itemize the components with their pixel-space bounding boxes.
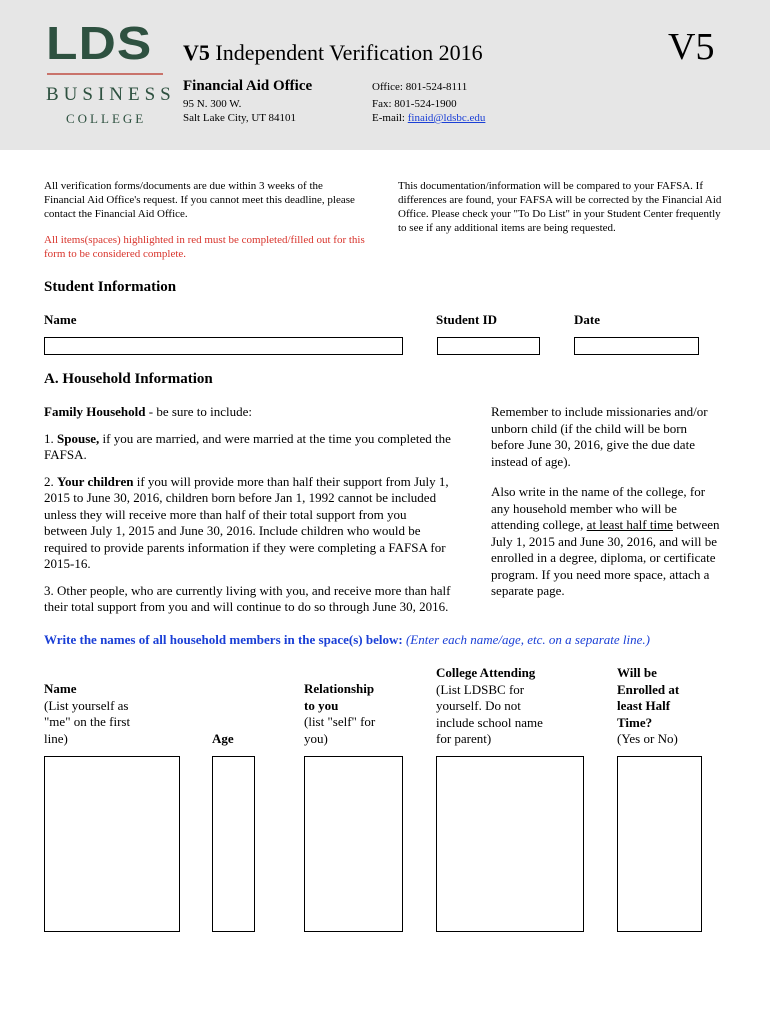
col-title: Will be <box>617 665 657 680</box>
address-line-1: 95 N. 300 W. <box>183 98 242 110</box>
family-household-label: Family Household <box>44 404 146 419</box>
student-info-heading: Student Information <box>44 279 177 295</box>
email-line <box>372 111 485 125</box>
household-half-time-textarea[interactable] <box>617 756 702 932</box>
col-title: Name <box>44 681 77 696</box>
side-note-underlined: at least half time <box>586 517 673 532</box>
item-line: between July 1, 2015 and June 30, 2016. Include children who would be <box>44 523 421 538</box>
intro-right-line: to see if any additional items are being requested. <box>398 222 616 234</box>
intro-right-line: This documentation/information will be compared to your FAFSA. If <box>398 180 703 192</box>
form-title-code: V5 <box>183 40 210 65</box>
col-relationship-header <box>304 681 375 747</box>
intro-red-note <box>44 233 365 261</box>
col-title: Relationship <box>304 681 375 696</box>
household-side-notes <box>491 404 741 600</box>
members-instruction-bold: Write the names of all household members in the space(s) below: <box>44 632 403 647</box>
side-note-line: Remember to include missionaries and/or <box>491 404 708 419</box>
side-note-line: any household member who will be <box>491 500 677 516</box>
student-id-label: Student ID <box>436 312 498 327</box>
intro-left <box>44 179 355 221</box>
item-line: FAFSA. <box>44 447 87 462</box>
family-household-rest: - be sure to include: <box>145 404 252 419</box>
members-instruction-italic: (Enter each name/age, etc. on a separate line.) <box>402 632 650 647</box>
household-heading: A. Household Information <box>44 371 213 387</box>
intro-right-line: Office. Please check your "To Do List" in your Student Center frequently <box>398 208 721 220</box>
col-title: Enrolled at <box>617 681 680 697</box>
intro-left-line: Financial Aid Office's request. If you cannot meet this deadline, please <box>44 194 355 206</box>
item-line <box>44 474 464 491</box>
fax-number: Fax: 801-524-1900 <box>372 98 457 110</box>
side-note-text: attending college, <box>491 517 587 532</box>
col-half-time-header <box>617 665 679 748</box>
item-line: required to provide parents information if they were completing a FAFSA for <box>44 539 446 555</box>
household-name-textarea[interactable] <box>44 756 180 932</box>
col-college-header <box>436 665 543 748</box>
item-line: unless they will receive more than half of their total support from you <box>44 506 407 522</box>
col-name-header <box>44 681 130 747</box>
item-spouse <box>44 431 464 464</box>
item-other-people <box>44 583 464 616</box>
col-age-header: Age <box>212 731 234 746</box>
intro-right-line: differences are found, your FAFSA will be corrected by the Financial Aid <box>398 194 722 206</box>
col-hint: line) <box>44 730 68 746</box>
item-line: 2015 to June 30, 2016, children born before Jan 1, 1992 cannot be included <box>44 490 437 505</box>
item-line: 3. Other people, who are currently living with you, and receive more than half <box>44 582 451 598</box>
logo-business: BUSINESS <box>46 84 176 105</box>
item-number: 1. <box>44 430 57 446</box>
col-title: Time? <box>617 714 653 730</box>
date-field[interactable] <box>574 337 699 355</box>
item-text: if you will provide more than half their support from July 1, <box>133 473 449 489</box>
logo-divider <box>47 73 163 75</box>
version-badge: V5 <box>668 26 715 68</box>
office-phone: Office: 801-524-8111 <box>372 81 468 93</box>
name-label: Name <box>44 312 77 327</box>
email-label: E-mail: <box>372 112 408 124</box>
household-age-textarea[interactable] <box>212 756 255 932</box>
members-instruction <box>44 632 650 649</box>
col-hint: you) <box>304 730 328 746</box>
col-hint: include school name <box>436 714 543 730</box>
side-note-line: unborn child (if the child will be born <box>491 420 688 436</box>
household-relationship-textarea[interactable] <box>304 756 403 932</box>
col-title: to you <box>304 697 339 713</box>
side-note-line: instead of age). <box>491 453 571 469</box>
item-text: if you are married, and were married at the time you completed the <box>99 430 451 446</box>
side-note-line: enrolled in a degree, diploma, or certificate <box>491 550 716 565</box>
side-note-line: separate page. <box>491 583 565 598</box>
office-name: Financial Aid Office <box>183 78 313 94</box>
form-title <box>183 40 483 66</box>
item-bold: Spouse, <box>57 430 100 446</box>
item-children <box>44 474 464 573</box>
col-hint: for parent) <box>436 731 492 746</box>
address-line-2: Salt Lake City, UT 84101 <box>183 112 297 124</box>
col-title: least Half <box>617 698 671 713</box>
family-household-line <box>44 404 464 421</box>
col-hint: (List yourself as <box>44 697 129 713</box>
intro-left-line: contact the Financial Aid Office. <box>44 208 188 220</box>
student-name-field[interactable] <box>44 337 403 355</box>
side-note-text: between <box>672 517 720 532</box>
red-note-line: All items(spaces) highlighted in red must be completed/filled out for this <box>44 234 365 246</box>
date-label: Date <box>574 312 600 327</box>
side-note-line: Also write in the name of the college, for <box>491 484 706 499</box>
item-line: their total support from you and will continue to do so through June 30, 2016. <box>44 599 449 614</box>
form-title-text: Independent Verification 2016 <box>209 40 483 65</box>
item-line <box>44 431 464 448</box>
col-hint: (list "self" for <box>304 714 376 729</box>
col-title: College Attending <box>436 665 536 680</box>
col-hint: (Yes or No) <box>617 731 678 746</box>
item-number: 2. <box>44 473 57 489</box>
item-line: 2015-16. <box>44 556 91 571</box>
household-instructions <box>44 404 464 616</box>
intro-right <box>398 179 721 235</box>
col-hint: yourself. Do not <box>436 698 521 713</box>
side-note-line: before June 30, 2016, give the due date <box>491 437 695 452</box>
col-hint: (List LDSBC for <box>436 681 525 697</box>
email-link[interactable]: finaid@ldsbc.edu <box>407 112 486 124</box>
household-college-textarea[interactable] <box>436 756 584 932</box>
intro-left-line: All verification forms/documents are due within 3 weeks of the <box>44 180 323 192</box>
side-note-line: July 1, 2015 and June 30, 2016, and will be <box>491 533 718 549</box>
col-hint: "me" on the first <box>44 714 131 729</box>
side-note-line: program. If you need more space, attach a <box>491 566 710 582</box>
item-bold: Your children <box>57 473 134 489</box>
logo-college: COLLEGE <box>66 111 147 126</box>
side-note-line <box>491 517 741 534</box>
red-note-line: form to be considered complete. <box>44 248 187 260</box>
logo-lds: LDS <box>46 17 153 69</box>
student-id-field[interactable] <box>437 337 540 355</box>
